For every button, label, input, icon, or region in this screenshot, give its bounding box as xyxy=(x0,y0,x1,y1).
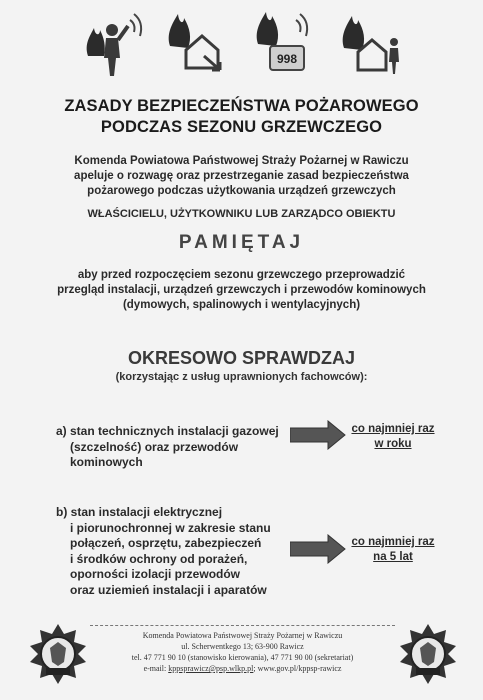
check-item-gas-line-3: kominowych xyxy=(70,455,143,469)
svg-text:998: 998 xyxy=(276,52,298,66)
check-item-electrical-line-2: i piorunochronnej w zakresie stanu xyxy=(70,520,271,535)
fire-service-emblem-right xyxy=(396,622,460,686)
check-item-electrical-line-6: oraz uziemień instalacji i aparatów xyxy=(70,582,267,597)
title-line-2: PODCZAS SEZONU GRZEWCZEGO xyxy=(100,118,383,136)
house-fire-arrow-icon xyxy=(164,6,234,78)
footer-line-3: tel. 47 771 90 10 (stanowisko kierowania), 47 771 90 00 (sekretariat) xyxy=(131,653,354,662)
icon-strip xyxy=(78,6,408,78)
check-item-gas xyxy=(56,424,286,471)
person-fire-signal-icon xyxy=(78,6,148,78)
footer-contact xyxy=(95,630,390,674)
check-item-electrical-line-3: połączeń, osprzętu, zabezpieczeń xyxy=(70,536,262,550)
duty-line-1: aby przed rozpoczęciem sezonu grzewczego przeprowadzić xyxy=(77,269,406,281)
title-line-1: ZASADY BEZPIECZEŃSTWA POŻAROWEGO xyxy=(64,97,419,115)
frequency-line-1: co najmniej raz xyxy=(351,536,435,548)
house-person-fire-icon xyxy=(338,6,408,78)
check-subheading: (korzystając z usług uprawnionych fachowców): xyxy=(115,371,368,383)
check-item-electrical-line-1: b) stan instalacji elektrycznej xyxy=(56,505,223,519)
check-item-electrical xyxy=(56,505,296,598)
check-heading: OKRESOWO SPRAWDZAJ xyxy=(127,348,355,368)
check-item-gas-line-2: (szczelność) oraz przewodów xyxy=(70,439,239,454)
email-link[interactable]: kppsprawicz@psp.wlkp.pl xyxy=(168,664,254,673)
email-prefix: e-mail: xyxy=(143,664,167,673)
website-text[interactable]: ; www.gov.pl/kppsp-rawicz xyxy=(253,664,342,673)
footer-line-2: ul. Scherwentkego 13; 63-900 Rawicz xyxy=(181,642,304,651)
owner-heading: WŁAŚCICIELU, UŻYTKOWNIKU LUB ZARZĄDCO OBIEKTU xyxy=(87,208,396,220)
footer-divider xyxy=(90,625,395,626)
duty-line-3: (dymowych, spalinowych i wentylacyjnych) xyxy=(122,299,361,311)
check-item-gas-frequency xyxy=(338,422,448,452)
intro-line-3: pożarowego podczas użytkowania urządzeń grzewczych xyxy=(87,185,396,197)
duty-line-2: przegląd instalacji, urządzeń grzewczych i przewodów kominowych xyxy=(57,284,426,296)
frequency-line-1: co najmniej raz xyxy=(351,423,435,435)
frequency-line-2: w roku xyxy=(374,438,412,450)
intro-line-2: apeluje o rozwagę oraz przestrzeganie zasad bezpieczeństwa xyxy=(74,170,409,182)
fire-service-emblem-left xyxy=(26,622,90,686)
intro-line-1: Komenda Powiatowa Państwowej Straży Pożarnej w Rawiczu xyxy=(74,155,409,167)
check-item-electrical-line-5: oporności izolacji przewodów xyxy=(70,567,241,581)
remember-heading: PAMIĘTAJ xyxy=(178,232,305,253)
poster-title xyxy=(0,96,483,138)
footer-line-1: Komenda Powiatowa Państwowej Straży Pożarnej w Rawiczu xyxy=(142,631,343,640)
check-item-electrical-frequency xyxy=(338,535,448,565)
duty-paragraph xyxy=(0,268,483,313)
footer-line-4 xyxy=(95,663,390,674)
check-item-gas-line-1: a) stan technicznych instalacji gazowej xyxy=(56,424,279,438)
frequency-line-2: na 5 lat xyxy=(373,551,413,563)
intro-paragraph xyxy=(0,154,483,199)
check-item-electrical-line-4: i środków ochrony od porażeń, xyxy=(70,551,248,566)
phone-998-fire-icon xyxy=(250,6,320,78)
